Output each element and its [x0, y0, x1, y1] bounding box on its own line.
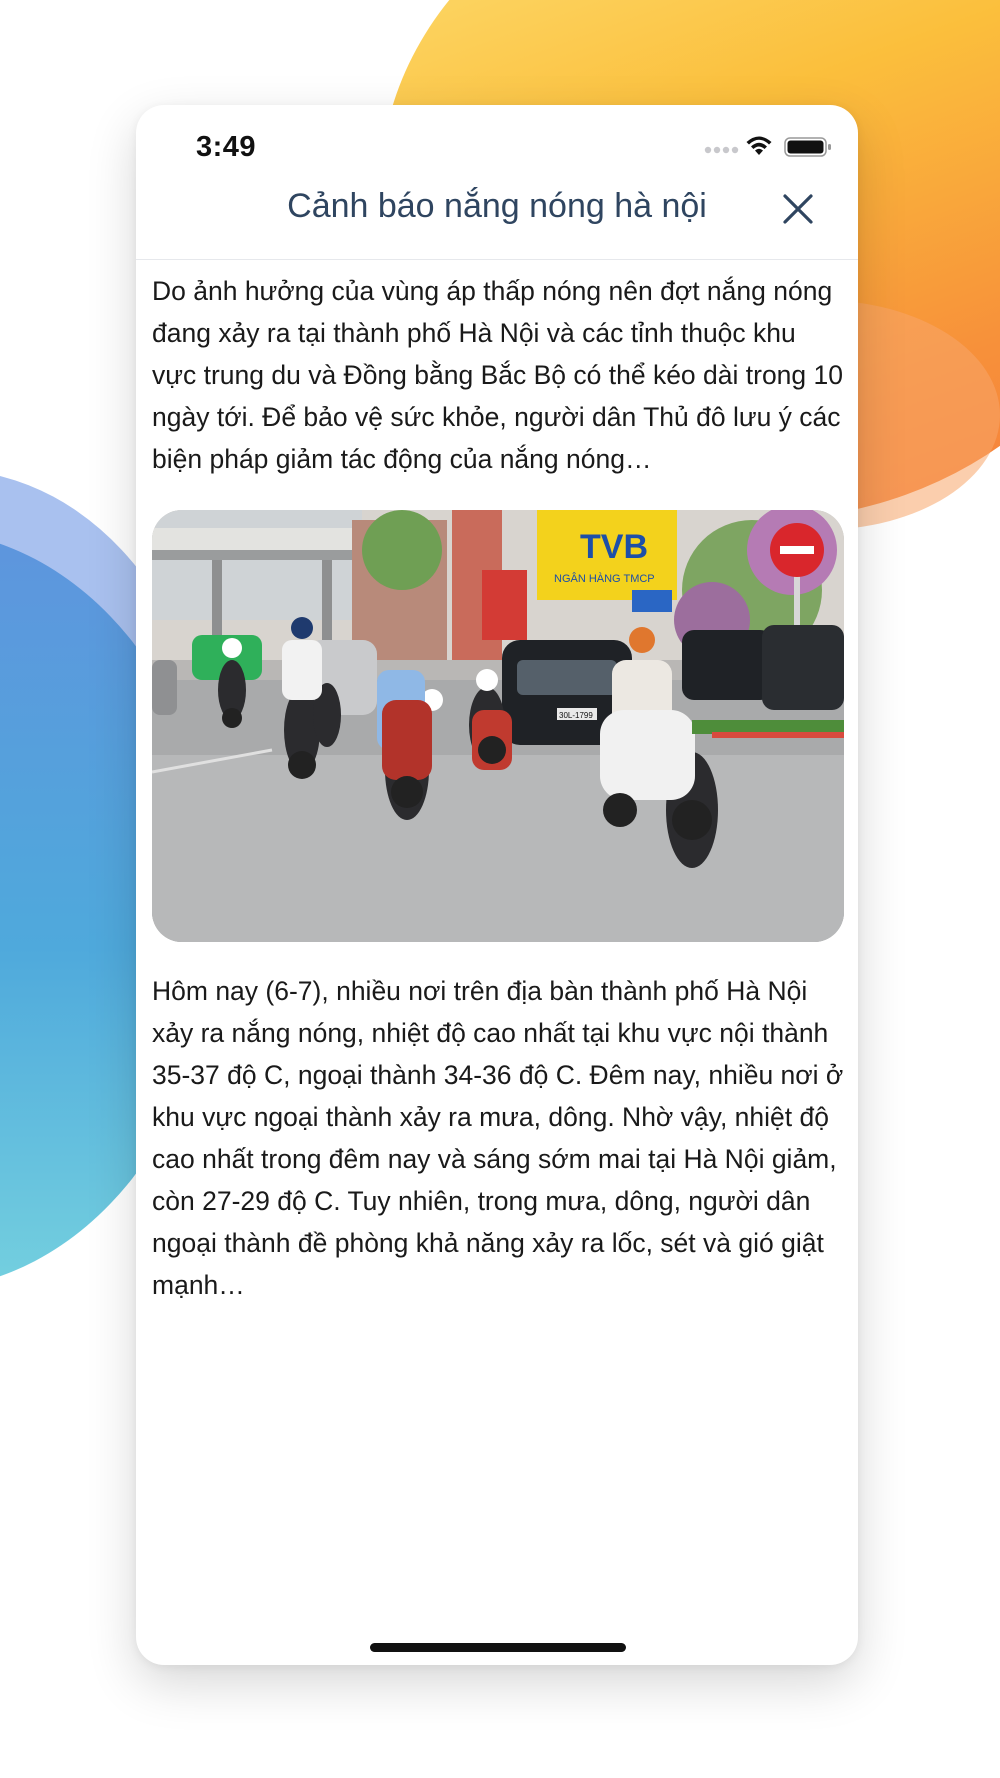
close-icon [782, 193, 814, 225]
status-time: 3:49 [196, 131, 257, 163]
article-image [152, 510, 844, 942]
article-content [152, 270, 844, 1306]
bank-sign-subtext: NGÂN HÀNG TMCP [554, 573, 655, 585]
battery-icon [784, 137, 832, 157]
street-scene-illustration [152, 510, 844, 942]
nav-bar [136, 169, 858, 260]
article-intro: Do ảnh hưởng của vùng áp thấp nóng nên đợt nắng nóng đang xảy ra tại thành phố Hà Nội và các tỉnh thuộc khu vực trung du và Đồng bằng Bắc Bộ có thể kéo dài trong 10 ngày tới. Để bảo vệ sức khỏe, người dân Thủ đô lưu ý các biện pháp giảm tác động của nắng nóng… [152, 276, 843, 474]
license-plate-text: 30L-1799 [559, 711, 593, 720]
phone-screen [136, 105, 858, 1665]
article-body: Hôm nay (6-7), nhiều nơi trên địa bàn thành phố Hà Nội xảy ra nắng nóng, nhiệt độ cao nhất tại khu vực nội thành 35-37 độ C, ngoại thành 34-36 độ C. Đêm nay, nhiều nơi ở khu vực ngoại thành xảy ra mưa, dông. Nhờ vậy, nhiệt độ cao nhất trong đêm nay và sáng sớm mai tại Hà Nội giảm, còn 27-29 độ C. Tuy nhiên, trong mưa, dông, người dân ngoại thành đề phòng khả năng xảy ra lốc, sét và gió giật mạnh… [152, 976, 844, 1300]
home-indicator[interactable] [370, 1643, 626, 1652]
bank-sign-text: TVB [580, 528, 648, 566]
status-bar [136, 105, 858, 169]
wifi-icon [744, 133, 774, 157]
page-title: Cảnh báo nắng nóng hà nội [287, 187, 707, 225]
cellular-signal-icon [704, 145, 740, 155]
close-button[interactable] [776, 187, 820, 231]
